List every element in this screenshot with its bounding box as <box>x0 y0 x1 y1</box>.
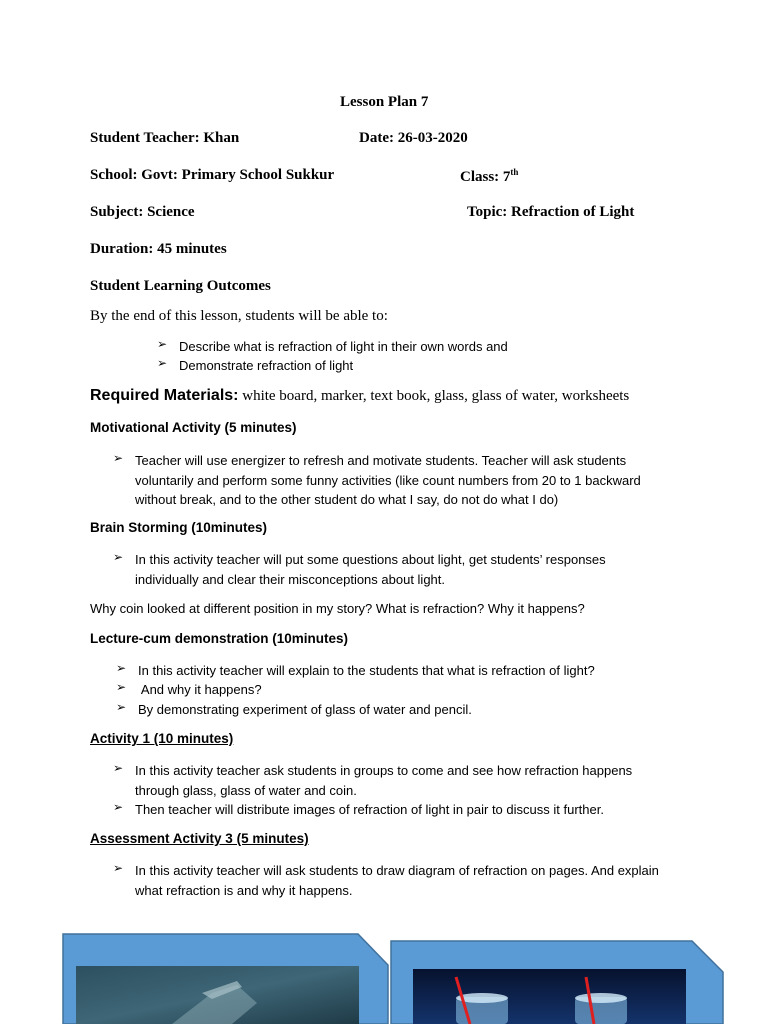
arrow-bullet-icon: ➢ <box>113 800 124 814</box>
brainstorm-text: In this activity teacher will put some questions about light, get students’ responses individually and clear their misconceptions about light. <box>135 552 606 587</box>
arrow-bullet-icon: ➢ <box>113 550 124 564</box>
assessment-heading: Assessment Activity 3 (5 minutes) <box>90 831 309 846</box>
outcomes-heading: Student Learning Outcomes <box>90 278 271 294</box>
list-item <box>157 356 717 376</box>
brainstorm-heading: Brain Storming (10minutes) <box>90 520 268 535</box>
class-superscript: th <box>510 167 519 177</box>
outcome-text: Demonstrate refraction of light <box>179 358 354 373</box>
materials-label: Required Materials: <box>90 387 239 404</box>
arrow-bullet-icon: ➢ <box>157 356 168 370</box>
lesson-date: Date: 26-03-2020 <box>359 130 468 146</box>
list-item <box>113 550 673 589</box>
class-info <box>460 167 518 186</box>
materials-text: white board, marker, text book, glass, glass of water, worksheets <box>238 388 630 404</box>
list-item <box>157 337 717 357</box>
activity1-heading: Activity 1 (10 minutes) <box>90 731 234 746</box>
lecture-text: In this activity teacher will explain to the students that what is refraction of light? <box>138 663 595 678</box>
lecture-heading: Lecture-cum demonstration (10minutes) <box>90 631 349 646</box>
list-item <box>113 451 673 510</box>
list-item <box>116 661 676 681</box>
list-item <box>116 700 676 720</box>
arrow-bullet-icon: ➢ <box>116 680 127 694</box>
materials-line <box>90 387 629 405</box>
list-item <box>116 680 676 700</box>
refraction-photo-right <box>413 969 686 1024</box>
motivational-text: Teacher will use energizer to refresh and motivate students. Teacher will ask students voluntarily and perform some funny activities (like count numbers from 20 to 1 backward without break, and to the other student do what I say, do not do what I do) <box>135 453 641 507</box>
subject: Subject: Science <box>90 204 195 220</box>
class-label: Class: 7 <box>460 169 511 185</box>
outcomes-intro: By the end of this lesson, students will be able to: <box>90 308 388 324</box>
lecture-text: By demonstrating experiment of glass of water and pencil. <box>138 702 472 717</box>
arrow-bullet-icon: ➢ <box>157 337 168 351</box>
list-item <box>113 861 673 900</box>
page-title: Lesson Plan 7 <box>340 94 429 110</box>
arrow-bullet-icon: ➢ <box>113 861 124 875</box>
image-panel-left <box>62 933 389 1024</box>
activity1-text: In this activity teacher ask students in groups to come and see how refraction happens through glass, glass of water and coin. <box>135 763 633 798</box>
student-teacher: Student Teacher: Khan <box>90 130 240 146</box>
arrow-bullet-icon: ➢ <box>113 761 124 775</box>
outcome-text: Describe what is refraction of light in their own words and <box>179 339 508 354</box>
image-panel-right <box>390 940 725 1024</box>
lecture-text: And why it happens? <box>138 682 262 697</box>
arrow-bullet-icon: ➢ <box>113 451 124 465</box>
duration: Duration: 45 minutes <box>90 241 227 257</box>
motivational-heading: Motivational Activity (5 minutes) <box>90 420 297 435</box>
school-name: School: Govt: Primary School Sukkur <box>90 167 335 183</box>
list-item <box>113 800 673 820</box>
topic: Topic: Refraction of Light <box>467 204 635 220</box>
assessment-text: In this activity teacher will ask students to draw diagram of refraction on pages. And explain what refraction is and why it happens. <box>135 863 659 898</box>
arrow-bullet-icon: ➢ <box>116 661 127 675</box>
arrow-bullet-icon: ➢ <box>116 700 127 714</box>
brainstorm-questions: Why coin looked at different position in my story? What is refraction? Why it happens? <box>90 601 585 616</box>
list-item <box>113 761 673 800</box>
activity1-text: Then teacher will distribute images of refraction of light in pair to discuss it further. <box>135 802 604 817</box>
